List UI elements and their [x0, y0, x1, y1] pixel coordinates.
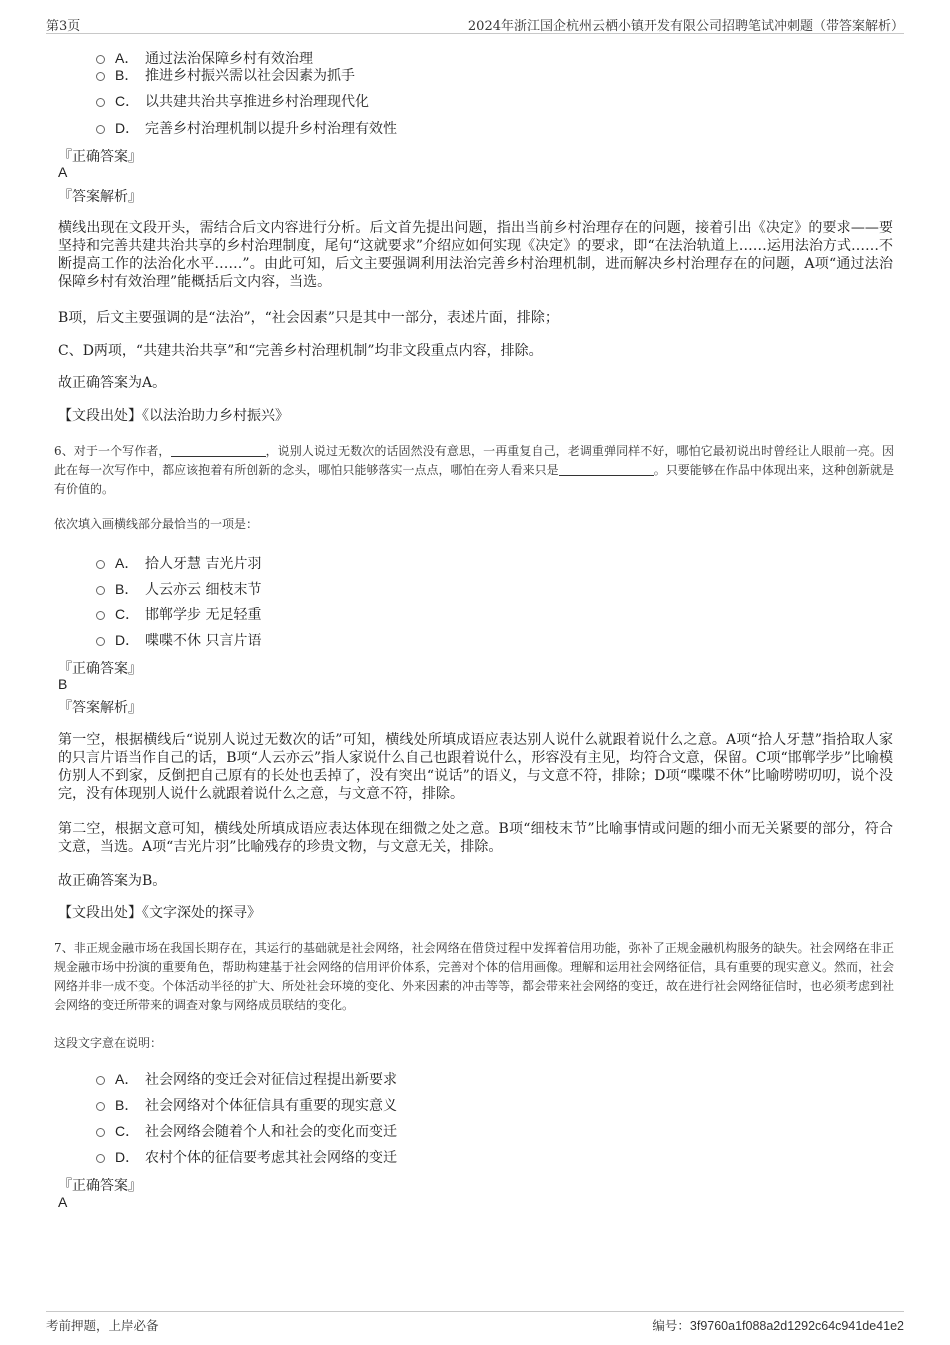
q5-conclusion: 故正确答案为A。 [58, 375, 167, 391]
q7-answer: A [58, 1194, 68, 1210]
footer-slogan: 考前押题，上岸必备 [46, 1318, 159, 1333]
q7-option-d[interactable]: D． 农村个体的征信要考虑其社会网络的变迁 [96, 1147, 397, 1167]
q7-option-c[interactable]: C． 社会网络会随着个人和社会的变化而变迁 [96, 1121, 397, 1141]
radio-icon[interactable] [96, 637, 105, 646]
radio-icon[interactable] [96, 1154, 105, 1163]
q6-analysis-label: 『答案解析』 [58, 700, 142, 716]
q7-correct-label: 『正确答案』 [58, 1178, 142, 1194]
q7-question: 这段文字意在说明： [54, 1036, 163, 1050]
radio-icon[interactable] [96, 1076, 105, 1085]
radio-icon[interactable] [96, 586, 105, 595]
q6-stem: 6、对于一个写作者， ，说别人说过无数次的话固然没有意思，一再重复自己，老调重弹同样不好，哪怕它最初说出时曾经让人眼前一亮。因此在每一次写作中，都应该抱着有所创新的念头，哪怕只能够落实一点点，哪怕在旁人看来只是 。只要能够在作品中体现出来，这种创新就是有价值的。 [54, 444, 894, 496]
q6-analysis-paragraph: 第一空，根据横线后“说别人说过无数次的话”可知，横线处所填成语应表达别人说什么就跟着说什么之意。A项“拾人牙慧”指拾取人家的只言片语当作自己的话，B项“人云亦云”指人家说什么自己也跟着说什么，形容没有主见，均符合文意，保留。C项“邯郸学步”比喻模仿别人不到家，反倒把自己原有的长处也丢掉了，没有突出“说话”的语义，与文意不符，排除；D项“喋喋不休”比喻唠唠叨叨，说个没完，没有体现别人说什么就跟着说什么之意，与文意不符，排除。 [58, 732, 893, 802]
page-footer [46, 1311, 904, 1335]
q5-analysis-label: 『答案解析』 [58, 189, 142, 205]
radio-icon[interactable] [96, 125, 105, 134]
fill-blank [559, 475, 654, 476]
q7-stem: 7、非正规金融市场在我国长期存在，其运行的基础就是社会网络，社会网络在借贷过程中发挥着信用功能，弥补了正规金融机构服务的缺失。社会网络在非正规金融市场中扮演的重要角色，帮助构建基于社会网络的信用评价体系，完善对个体的信用画像。理解和运用社会网络征信，具有重要的现实意义。然而，社会网络并非一成不变。个体活动半径的扩大、所处社会环境的变化、外来因素的冲击等等，都会带来社会网络的变迁，故在进行社会网络征信时，也必须考虑到社会网络的变迁所带来的调查对象与网络成员联结的变化。 [54, 941, 895, 1012]
q5-answer: A [58, 164, 68, 180]
q6-option-b[interactable]: B． 人云亦云 细枝末节 [96, 579, 261, 599]
page-number: 第3页 [46, 19, 81, 34]
q6-option-c[interactable]: C． 邯郸学步 无足轻重 [96, 604, 261, 624]
q7-option-a[interactable]: A． 社会网络的变迁会对征信过程提出新要求 [96, 1069, 397, 1089]
radio-icon[interactable] [96, 98, 105, 107]
radio-icon[interactable] [96, 1102, 105, 1111]
q5-analysis-paragraph: B项，后文主要强调的是“法治”，“社会因素”只是其中一部分，表述片面，排除； [58, 310, 559, 326]
fill-blank [171, 456, 266, 457]
q5-option-b[interactable]: B． 推进乡村振兴需以社会因素为抓手 [96, 65, 355, 85]
q5-analysis-paragraph: 横线出现在文段开头，需结合后文内容进行分析。后文首先提出问题，指出当前乡村治理存在的问题，接着引出《决定》的要求——要坚持和完善共建共治共享的乡村治理制度，尾句“这就要求”介绍应如何实现《决定》的要求，即“在法治轨道上……运用法治方式……不断提高工作的法治化水平……”。由此可知，后文主要强调利用法治完善乡村治理机制，进而解决乡村治理存在的问题，A项“通过法治保障乡村有效治理”能概括后文内容，当选。 [58, 220, 893, 290]
radio-icon[interactable] [96, 611, 105, 620]
radio-icon[interactable] [96, 560, 105, 569]
q6-source: 【文段出处】《文字深处的探寻》 [58, 905, 261, 921]
q5-option-a[interactable]: A． 通过法治保障乡村有效治理 [96, 48, 313, 68]
document-code: 编号：3f9760a1f088a2d1292c64c941de41e2 [652, 1319, 904, 1333]
q6-answer: B [58, 676, 68, 692]
q5-option-c[interactable]: C． 以共建共治共享推进乡村治理现代化 [96, 91, 369, 111]
document-title: 2024年浙江国企杭州云栖小镇开发有限公司招聘笔试冲刺题（带答案解析） [467, 19, 904, 34]
q6-analysis-paragraph: 第二空，根据文意可知，横线处所填成语应表达体现在细微之处之意。B项“细枝末节”比喻事情或问题的细小而无关紧要的部分，符合文意，当选。A项“吉光片羽”比喻残存的珍贵文物，与文意无关，排除。 [58, 821, 893, 855]
q5-option-d[interactable]: D． 完善乡村治理机制以提升乡村治理有效性 [96, 118, 397, 138]
radio-icon[interactable] [96, 1128, 105, 1137]
q6-conclusion: 故正确答案为B。 [58, 873, 167, 889]
q6-option-a[interactable]: A． 拾人牙慧 吉光片羽 [96, 553, 261, 573]
radio-icon[interactable] [96, 55, 105, 64]
q6-question: 依次填入画横线部分最恰当的一项是： [54, 517, 259, 531]
q5-analysis-paragraph: C、D两项，“共建共治共享”和“完善乡村治理机制”均非文段重点内容，排除。 [58, 343, 543, 359]
q6-option-d[interactable]: D． 喋喋不休 只言片语 [96, 630, 261, 650]
radio-icon[interactable] [96, 72, 105, 81]
q7-option-b[interactable]: B． 社会网络对个体征信具有重要的现实意义 [96, 1095, 397, 1115]
q5-source: 【文段出处】《以法治助力乡村振兴》 [58, 408, 289, 424]
q5-correct-label: 『正确答案』 [58, 149, 142, 165]
page-header [46, 12, 904, 34]
q6-correct-label: 『正确答案』 [58, 661, 142, 677]
